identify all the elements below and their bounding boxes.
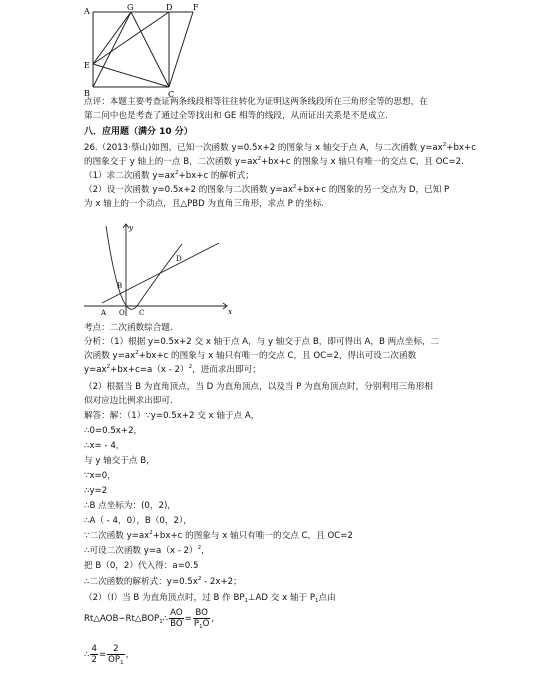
- function-graph: [84, 218, 234, 318]
- label-O: O: [119, 309, 125, 317]
- fraction-bo-p1o: $\frac{BO}{P_1O}$: [193, 608, 210, 630]
- solution-line-5: ∵x=0，: [84, 471, 116, 481]
- solution-line-11: 把 B（0，2）代入得：a=0.5: [84, 561, 199, 571]
- kaodian-line: 考点：二次函数综合题.: [84, 323, 173, 333]
- section-title: 八．应用题（满分 10 分）: [84, 127, 193, 137]
- label-D: D: [166, 3, 173, 12]
- solution-line-12: ∴二次函数的解析式：$y=0.5x^2 - 2x+2$；: [84, 576, 242, 587]
- analysis-line-3: $y=ax^2+bx+c=a(x - 2)^2$，进而求出即可；: [84, 364, 261, 375]
- question-line-5: 为 x 轴上的一个动点，且△PBD 为直角三角形，求点 P 的坐标.: [84, 199, 325, 209]
- solution-line-15: ∴ $\frac{4}{2}$ = $\frac{2}{OP_1}$ ，: [84, 644, 135, 666]
- analysis-line-2: 次函数 $y=ax^2+bx+c$ 的图象与 x 轴只有唯一的交点 C，且 OC=2，得出可设二次函数: [84, 350, 417, 361]
- question-line-2: 的图象交于 y 轴上的一点 B，二次函数 $y=ax^2+bx+c$ 的图象与 x 轴只有唯一的交点 C，且 OC=2.: [84, 156, 464, 167]
- analysis-line-1: 分析：（1）根据 y=0.5x+2 交 x 轴于点 A，与 y 轴交于点 B，即可得出 A，B 两点坐标，二: [84, 337, 440, 347]
- label-A: A: [84, 7, 90, 16]
- fraction-4-2: $\frac{4}{2}$: [91, 644, 97, 665]
- label-G: G: [127, 3, 134, 12]
- solution-line-2: ∴0=0.5x+2，: [84, 426, 143, 436]
- question-line-1: 26.（2013·蔡山)如图，已知一次函数 y=0.5x+2 的图象与 x 轴交于点 A，与二次函数 $y=ax^2+bx+c$: [84, 142, 476, 153]
- question-line-4: （2）设一次函数 y=0.5x+2 的图象与二次函数 $y=ax^2+bx+c$ 的图象的另一交点为 D，已知 P: [84, 184, 450, 195]
- label-F: F: [193, 3, 199, 12]
- comment-line-1: 点评：本题主要考查证两条线段相等往往转化为证明这两条线段所在三角形全等的思想，在: [84, 97, 428, 107]
- comment-line-2: 第二问中也是考查了通过全等找出和 GE 相等的线段，从而证出关系是不是成立.: [84, 111, 388, 121]
- label-E: E: [84, 61, 90, 70]
- solution-line-3: ∴x= - 4，: [84, 441, 125, 451]
- geometry-figure-square: [82, 2, 202, 97]
- label-B: B: [84, 89, 90, 97]
- solution-line-14: $Rt\triangle AOB∽Rt\triangle BOP_1\therefore$ $\frac{AO}{BO}$ = $\frac{BO}{P_1O}$ ,: [84, 608, 215, 630]
- solution-line-10: ∴可设二次函数 y=a（x - 2）$^2$，: [84, 545, 210, 556]
- label-C: C: [139, 309, 145, 317]
- analysis-line-5: 似对应边比例求出即可.: [84, 396, 173, 406]
- fraction-2-op1: $\frac{2}{OP_1}$: [108, 644, 124, 666]
- label-C: C: [168, 90, 175, 97]
- label-A: A: [101, 309, 107, 317]
- fraction-ao-bo: $\frac{AO}{BO}$: [170, 608, 183, 629]
- solution-line-8: ∴A（ - 4，0），B（0，2），: [84, 516, 192, 526]
- question-line-3: （1）求二次函数 $y=ax^2+bx+c$ 的解析式；: [84, 170, 254, 181]
- solution-line-9: ∵二次函数 $y=ax^2+bx+c$ 的图象与 x 轴只有唯一的交点 C，且 OC=2: [84, 530, 353, 541]
- solution-line-1: 解答：解：（1）∵y=0.5x+2 交 x 轴于点 A，: [84, 411, 260, 421]
- axis-x-label: x: [228, 307, 233, 316]
- label-D: D: [176, 255, 182, 263]
- label-B: B: [117, 282, 123, 290]
- solution-line-13: （2）（Ⅰ）当 B 为直角顶点时，过 B 作 $BP_1\perp AD$ 交 x 轴于 $P_1$点由: [84, 593, 336, 604]
- solution-line-7: ∴B 点坐标为：(0，2)，: [84, 501, 176, 511]
- solution-line-4: 与 y 轴交于点 B，: [84, 456, 155, 466]
- analysis-line-4: （2）根据当 B 为直角顶点，当 D 为直角顶点，以及当 P 为直角顶点时，分别利用三角形相: [84, 382, 433, 392]
- solution-line-6: ∴y=2: [84, 486, 108, 496]
- axis-y-label: y: [129, 223, 134, 232]
